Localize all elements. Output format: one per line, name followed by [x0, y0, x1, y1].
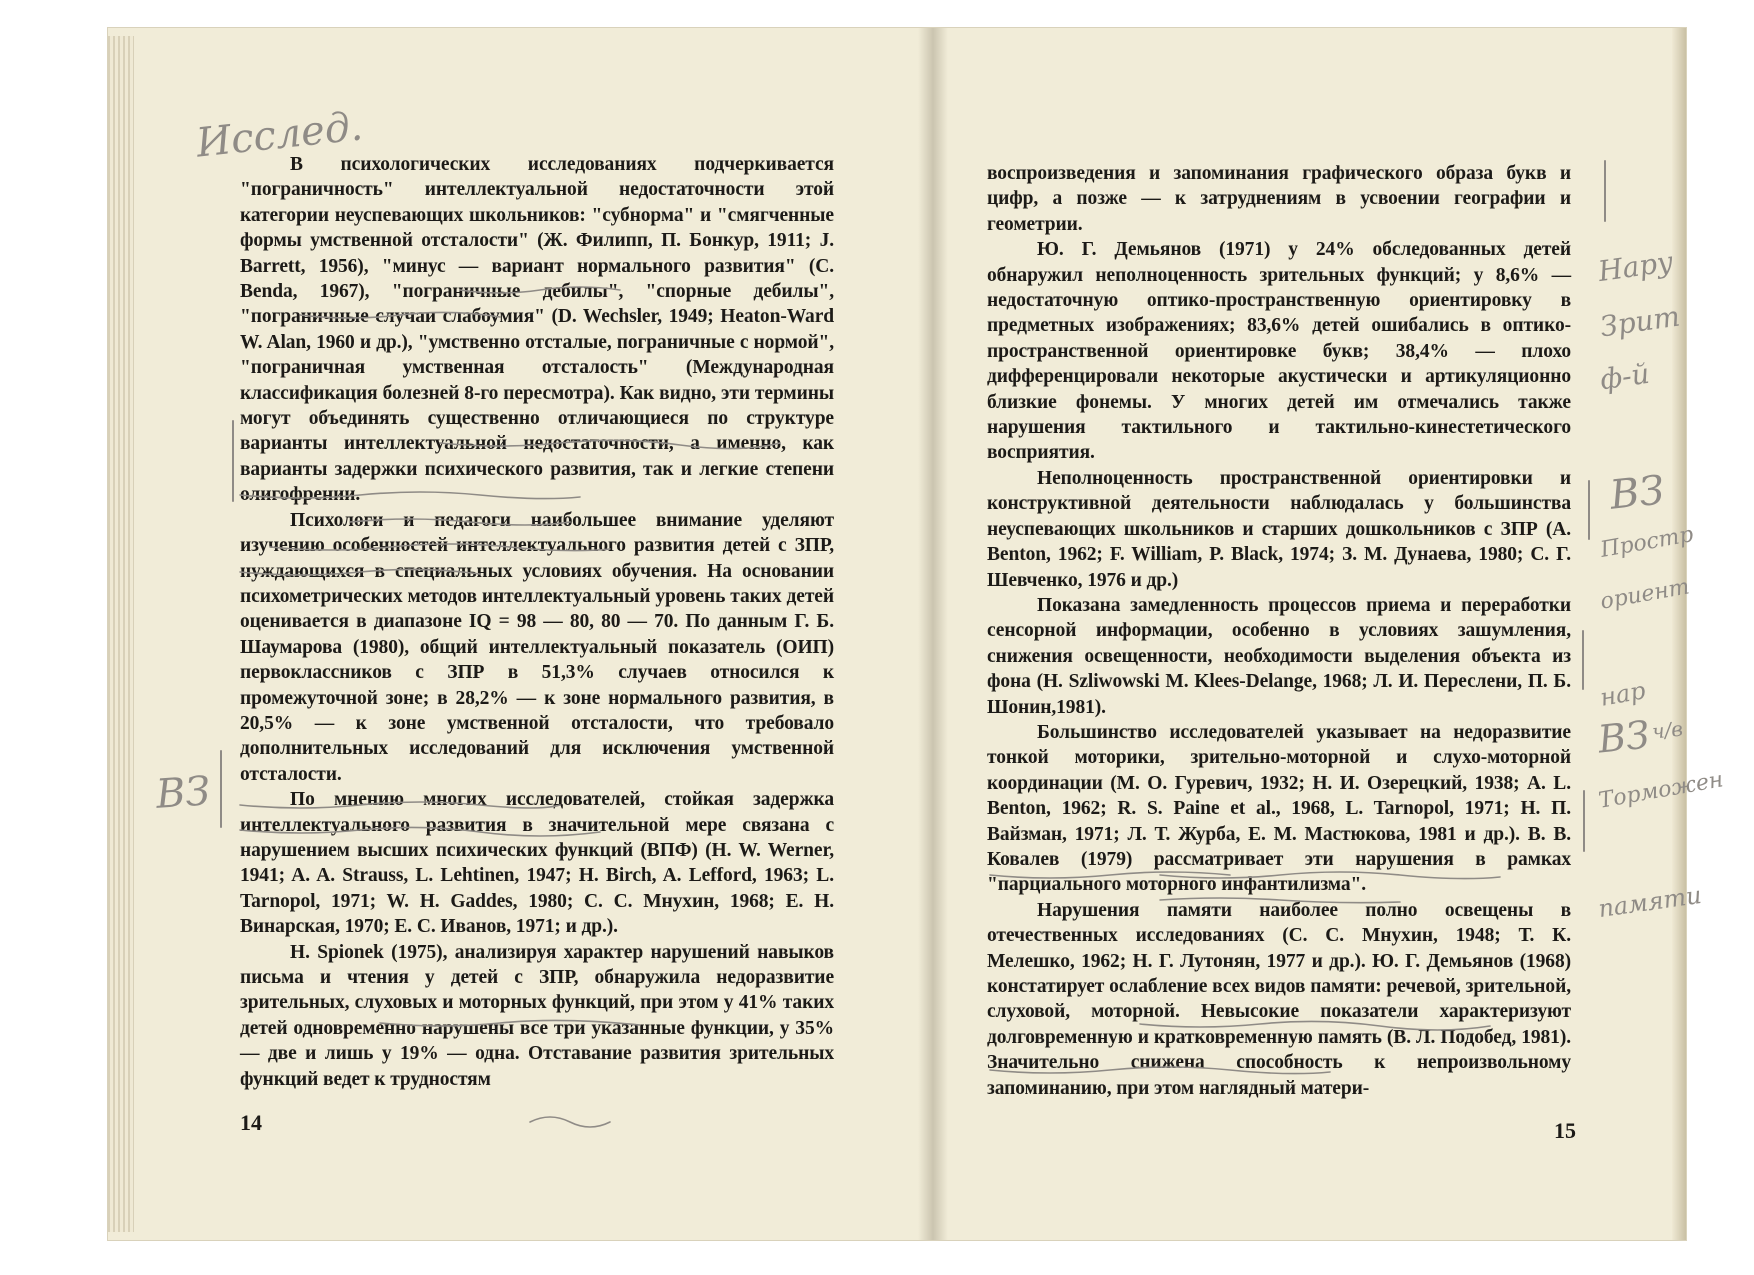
right-paragraph-2: Неполноценность пространственной ориентировки и конструктивной деятельности наблюдалась у большинства неуспевающих школьников и старших дошкольников с ЗПР (A. Benton, 1962; F. William, P. Black, 1974; З. М. Дунаева, 1980; С. Г. Шевченко, 1976 и др.) — [987, 467, 1571, 591]
left-paragraph-1: В психологических исследованиях подчеркивается "пограничность" интеллектуальной недостаточности этой категории неуспевающих школьников: "субнорма" и "смягченные формы умственной отсталости" (Ж. Филипп, П. Бонкур, 1911; J. Barrett, 1956), "минус — вариант нормального развития" (C. Benda, 1967), "пограничные дебилы", "спорные дебилы", "пограничные случаи слабоумия" (D. Wechsler, 1949; Heaton-Ward W. Alan, 1960 и др.), "умственно отсталые, пограничные с нормой", "пограничная умственная отсталость" (Международная классификация болезней 8-го пересмотра). Как видно, эти термины могут объединять существенно отличающиеся по структуре варианты интеллектуальной недостаточности, а именно, как варианты задержки психического развития, так и легкие степени олигофрении. — [240, 154, 834, 506]
left-paragraph-4: H. Spionek (1975), анализируя характер нарушений навыков письма и чтения у детей с ЗПР, обнаружила недоразвитие зрительных, слуховых и моторных функций, при этом у 41% таких детей одновременно нарушены все три указанные функции, у 35% — две и лишь у 19% — одна. Отставание развития зрительных функций ведет к трудностям — [240, 941, 834, 1090]
pencil-margin-bar — [1588, 480, 1590, 540]
handwritten-note-right-4: ВЗ — [1607, 467, 1667, 519]
handwritten-note-right-11: памяти — [1596, 880, 1704, 924]
right-paragraph-4: Большинство исследователей указывает на недоразвитие тонкой моторики, зрительно-моторной и слухо-моторной координации (М. О. Гуревич, 1932; Н. И. Озерецкий, 1938; A. L. Benton, 1962; R. S. Paine et al., 1968, L. Tarnopol, 1971; Н. П. Вайзман, 1971; Л. Т. Журба, Е. М. Мастюкова, 1981 и др.). В. В. Ковалев (1979) рассматривает эти нарушения в рамках "парциального моторного инфантилизма". — [987, 721, 1571, 896]
handwritten-note-right-9: ч/в — [1650, 716, 1684, 744]
left-page-number: 14 — [240, 1110, 262, 1135]
right-page-number: 15 — [1554, 1118, 1576, 1143]
handwritten-note-right-10: Торможен — [1596, 767, 1726, 814]
pencil-margin-bar — [1604, 160, 1606, 222]
pencil-margin-bar — [1582, 630, 1584, 690]
right-continued-text: воспроизведения и запоминания графического образа букв и цифр, а позже — к затруднениям в усвоении географии и геометрии. — [987, 163, 1571, 235]
handwritten-note-top-left: Исслед. — [194, 103, 365, 167]
right-cover-edge — [1672, 28, 1686, 1240]
right-paragraph-1: Ю. Г. Демьянов (1971) у 24% обследованных детей обнаружил неполноценность зрительных функций; у 8,6% — недостаточную оптико-пространственную ориентировку в предметных изображениях; 83,6% детей ошибались в оптико-пространственной ориентировке букв; 38,4% — плохо дифференцировали некоторые акустически и артикуляционно близкие фонемы. У многих детей им отмечались также нарушения тактильного и тактильно-кинестетического восприятия. — [987, 239, 1571, 464]
right-paragraph-5: Нарушения памяти наиболее полно освещены в отечественных исследованиях (С. С. Мнухин, 1948; Т. К. Мелешко, 1962; Н. Г. Лутонян, 1977 и др.). Ю. Г. Демьянов (1968) констатирует ослабление всех видов памяти: речевой, зрительной, слуховой, моторной. Невысокие показатели характеризуют долговременную и кратковременную память (В. Л. Подобед, 1981). Значительно снижена способность к непроизвольному запоминанию, при этом наглядный матери- — [987, 899, 1571, 1099]
handwritten-note-right-3: ф-й — [1597, 356, 1652, 397]
left-page — [240, 152, 834, 1092]
right-page — [987, 161, 1571, 1101]
pencil-margin-bar — [232, 420, 234, 502]
right-paragraph-3: Показана замедленность процессов приема и переработки сенсорной информации, особенно в условиях зашумления, снижения освещенности, необходимости выделения объекта из фона (H. Szliwowski M. Klees-Delange, 1968; Л. И. Переслени, П. Б. Шонин,1981). — [987, 594, 1571, 718]
handwritten-note-right-5: Простр — [1598, 522, 1696, 563]
handwritten-note-left-margin: ВЗ — [154, 768, 212, 818]
page-edges — [108, 36, 134, 1232]
handwritten-note-right-8: ВЗ — [1595, 712, 1652, 762]
handwritten-note-right-6: ориент — [1598, 574, 1692, 615]
handwritten-note-right-1: Нару — [1596, 244, 1676, 289]
left-paragraph-3: По мнению многих исследователей, стойкая задержка интеллектуального развития в значительной мере связана с нарушением высших психических функций (ВПФ) (H. W. Werner, 1941; A. A. Strauss, L. Lehtinen, 1947; H. Birch, A. Lefford, 1963; L. Tarnopol, 1971; W. H. Gaddes, 1980; С. С. Мнухин, 1968; Е. Н. Винарская, 1970; Е. С. Иванов, 1971; и др.). — [240, 789, 834, 938]
handwritten-note-right-2: Зрит — [1598, 299, 1682, 344]
pencil-margin-bar — [220, 750, 222, 828]
handwritten-note-right-7: нар — [1597, 676, 1648, 712]
pencil-margin-bar — [1583, 790, 1585, 852]
book-gutter — [918, 28, 948, 1240]
left-paragraph-2: Психологи и педагоги наибольшее внимание уделяют изучению особенностей интеллектуального развития детей с ЗПР, нуждающихся в специальных условиях обучения. На основании психометрических методов интеллектуальный уровень таких детей оценивается в диапазоне IQ = 98 — 80, 80 — 70. По данным Г. Б. Шаумарова (1980), общий интеллектуальный показатель (ОИП) первоклассников с ЗПР в 51,3% случаев относился к промежуточной зоне; в 28,2% — к зоне нормального развития, в 20,5% — к зоне умственной отсталости, что требовало дополнительных исследований для исключения умственной отсталости. — [240, 509, 834, 785]
